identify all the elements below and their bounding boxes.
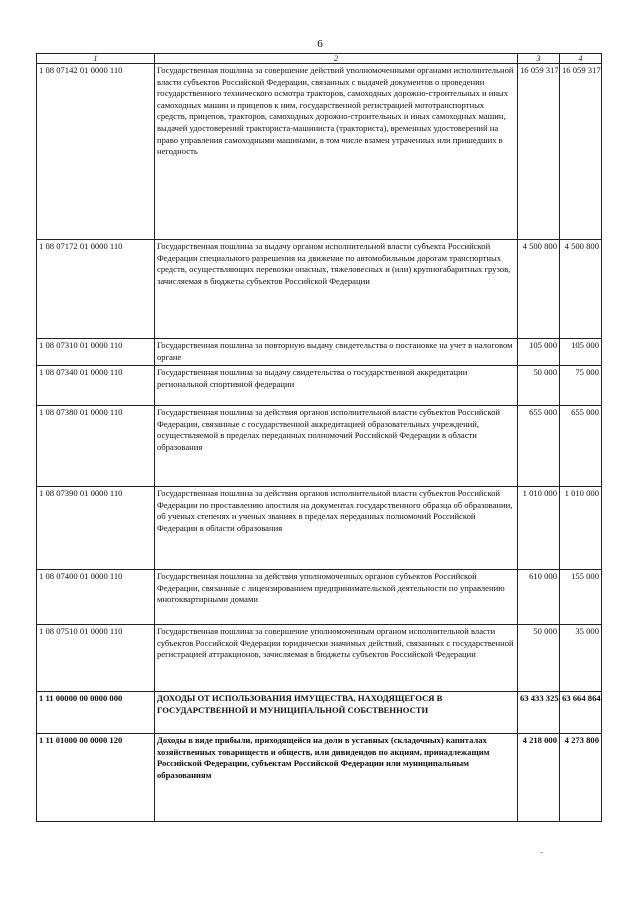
header-col-4: 4 [560, 54, 602, 64]
row-code: 1 08 07400 01 0000 110 [37, 570, 155, 625]
row-value-col3: 655 000 [518, 406, 560, 487]
table-row [37, 240, 602, 339]
row-code: 1 11 01000 00 0000 120 [37, 734, 155, 822]
page-number: 6 [317, 38, 323, 50]
row-value-col3: 16 059 317 [518, 64, 560, 240]
table-row [37, 625, 602, 692]
row-value-col3: 50 000 [518, 625, 560, 692]
table-row [37, 64, 602, 240]
header-col-1: 1 [37, 54, 155, 64]
row-value-col4: 155 000 [560, 570, 602, 625]
row-value-col3: 4 218 000 [518, 734, 560, 822]
table-row [37, 570, 602, 625]
row-value-col3: 63 433 325 [518, 692, 560, 734]
row-value-col3: 610 000 [518, 570, 560, 625]
table-row [37, 487, 602, 570]
row-value-col4: 16 059 317 [560, 64, 602, 240]
row-value-col4: 4 500 800 [560, 240, 602, 339]
row-value-col3: 1 010 000 [518, 487, 560, 570]
row-value-col3: 50 000 [518, 366, 560, 406]
header-col-2: 2 [155, 54, 518, 64]
row-code: 1 08 07172 01 0000 110 [37, 240, 155, 339]
row-value-col4: 63 664 864 [560, 692, 602, 734]
row-code: 1 08 07310 01 0000 110 [37, 339, 155, 366]
row-code: 1 11 00000 00 0000 000 [37, 692, 155, 734]
row-value-col4: 35 000 [560, 625, 602, 692]
header-col-3: 3 [518, 54, 560, 64]
table-row [37, 406, 602, 487]
row-code: 1 08 07510 01 0000 110 [37, 625, 155, 692]
row-code: 1 08 07380 01 0000 110 [37, 406, 155, 487]
row-description: Государственная пошлина за совершение уполномоченным органом исполнительной власти субъектов Российской Федерации юридически значимых действий, связанных с государственной регистрацией аттракционов, зачисляемая в бюджеты субъектов Российской Федерации [155, 625, 518, 692]
row-description: Государственная пошлина за выдачу органом исполнительной власти субъекта Российской Федерации специального разрешения на движение по автомобильным дорогам транспортных средств, осуществляющих перевозки опасных, тяжеловесных и (или) крупногабаритных грузов, зачисляемая в бюджеты субъектов Российской Федерации [155, 240, 518, 339]
table-row-section [37, 692, 602, 734]
row-description: Государственная пошлина за действия органов исполнительной власти субъектов Российской Федерации по проставлению апостиля на документах государственного образца об образовании, об ученых степенях и ученых званиях в пределах переданных полномочий Российской Федерации в области образования [155, 487, 518, 570]
row-code: 1 08 07142 01 0000 110 [37, 64, 155, 240]
row-value-col4: 105 000 [560, 339, 602, 366]
row-description: Государственная пошлина за действия органов исполнительной власти субъектов Российской Федерации, связанные с государственной аккредитацией образовательных учреждений, осуществляемой в пределах переданных полномочий Российской Федерации в области образования [155, 406, 518, 487]
revenue-table [36, 53, 602, 822]
row-value-col4: 1 010 000 [560, 487, 602, 570]
row-value-col4: 75 000 [560, 366, 602, 406]
row-value-col3: 4 500 800 [518, 240, 560, 339]
row-description: Государственная пошлина за повторную выдачу свидетельства о постановке на учет в налоговом органе [155, 339, 518, 366]
row-code: 1 08 07340 01 0000 110 [37, 366, 155, 406]
scan-speck [540, 852, 543, 853]
table-row [37, 366, 602, 406]
table-row-subsection [37, 734, 602, 822]
row-description: ДОХОДЫ ОТ ИСПОЛЬЗОВАНИЯ ИМУЩЕСТВА, НАХОДЯЩЕГОСЯ В ГОСУДАРСТВЕННОЙ И МУНИЦИПАЛЬНОЙ СОБСТВЕННОСТИ [155, 692, 518, 734]
table-row [37, 339, 602, 366]
header-row [37, 54, 602, 64]
row-value-col4: 655 000 [560, 406, 602, 487]
row-description: Государственная пошлина за совершение действий уполномоченными органами исполнительной власти субъектов Российской Федерации, связанных с выдачей документов о проведении государственного технического осмотра тракторов, самоходных дорожно-строительных и иных самоходных машин и прицепов к ним, государственной регистрацией мототранспортных средств, прицепов, тракторов, самоходных дорожно-строительных и иных самоходных машин, выдачей удостоверений тракториста-машиниста (тракториста), временных удостоверений на право управления самоходными машинами, в том числе взамен утраченных или пришедших в негодность [155, 64, 518, 240]
row-value-col4: 4 273 800 [560, 734, 602, 822]
row-description: Государственная пошлина за выдачу свидетельства о государственной аккредитации региональной спортивной федерации [155, 366, 518, 406]
row-description: Государственная пошлина за действия уполномоченных органов субъектов Российской Федерации, связанные с лицензированием предпринимательской деятельности по управлению многоквартирными домами [155, 570, 518, 625]
row-description: Доходы в виде прибыли, приходящейся на доли в уставных (складочных) капиталах хозяйственных товариществ и обществ, или дивидендов по акциям, принадлежащим Российской Федерации, субъектам Российской Федерации или муниципальным образованиям [155, 734, 518, 822]
row-value-col3: 105 000 [518, 339, 560, 366]
row-code: 1 08 07390 01 0000 110 [37, 487, 155, 570]
